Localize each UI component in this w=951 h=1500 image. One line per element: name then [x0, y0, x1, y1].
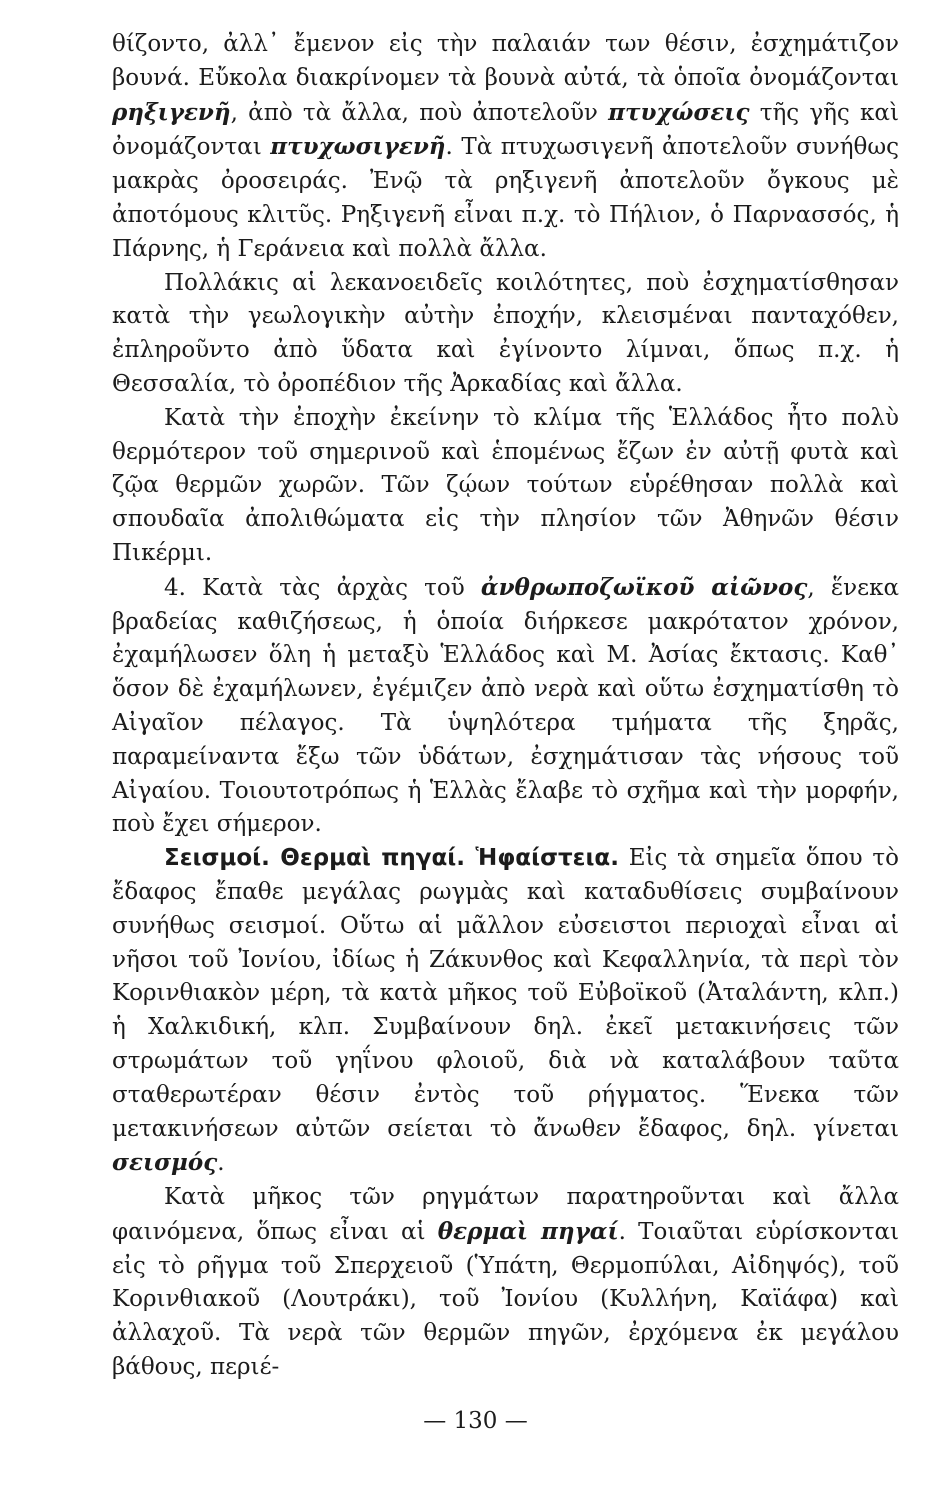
paragraph-climate: [112, 402, 899, 571]
page-body: [112, 28, 899, 1385]
paragraph-aegean: [112, 571, 899, 842]
paragraph-text: Πολλάκις αἱ λεκανοειδεῖς κοιλότητες, ποὺ ἐσχηματίσθησαν κατὰ τὴν γεωλογικὴν αὐτὴν ἐποχήν, κλεισμέναι πανταχόθεν, ἐπληροῦντο ἀπὸ ὕδατα καὶ ἐγίνοντο λίμναι, ὅπως π.χ. ἡ Θεσσαλία, τὸ ὀροπέδιον τῆς Ἀρκαδίας καὶ ἄλλα.: [112, 269, 899, 397]
term-seismos: σεισμός: [112, 1149, 218, 1177]
paragraph-text: 4. Κατὰ τὰς ἀρχὰς τοῦ: [164, 574, 481, 601]
paragraph-text: θίζοντο, ἀλλ᾿ ἔμενον εἰς τὴν παλαιάν των θέσιν, ἐσχημάτιζον βουνά. Εὔκολα διακρίνομεν τὰ βουνὰ αὐτά, τὰ ὁποῖα ὀνομάζονται: [112, 31, 899, 91]
term-ptyxoseis: πτυχώσεις: [608, 98, 750, 126]
paragraph-text: .: [217, 1150, 225, 1177]
term-rixigeni: ρηξιγενῆ: [112, 98, 231, 126]
paragraph-hot-springs: [112, 1181, 899, 1385]
paragraph-text: . Τοιαῦται εὑρίσκονται εἰς τὸ ρῆγμα τοῦ Σπερχειοῦ (Ὑπάτη, Θερμοπύλαι, Αἰδηψός), τοῦ Κορινθιακοῦ (Λουτράκι), τοῦ Ἰονίου (Κυλλήνη, Καϊάφα) καὶ ἀλλαχοῦ. Τὰ νερὰ τῶν θερμῶν πηγῶν, ἐρχόμενα ἐκ μεγάλου βάθους, περιέ-: [112, 1218, 899, 1381]
paragraph-text: τῆς γῆς καὶ ὀνομάζονται: [112, 99, 899, 161]
paragraph-earthquakes: [112, 842, 899, 1181]
term-ptyxosigeni: πτυχωσιγενῆ: [270, 133, 446, 161]
paragraph-lakes: [112, 267, 899, 402]
section-heading: Σεισμοί. Θερμαὶ πηγαί. Ἡφαίστεια.: [164, 845, 619, 872]
page-number: — 130 —: [423, 1408, 528, 1434]
term-thermal-springs: θερμαὶ πηγαί: [437, 1217, 619, 1245]
paragraph-text: , ἕνεκα βραδείας καθιζήσεως, ἡ ὁποία διήρκεσε μακρότατον χρόνον, ἐχαμήλωσεν ὅλη ἡ μεταξὺ Ἑλλάδος καὶ Μ. Ἀσίας ἔκτασις. Καθ᾿ ὅσον δὲ ἐχαμήλωνεν, ἐγέμιζεν ἀπὸ νερὰ καὶ οὕτω ἐσχηματίσθη τὸ Αἰγαῖον πέλαγος. Τὰ ὑψηλότερα τμήματα τῆς ξηρᾶς, παραμείναντα ἔξω τῶν ὑδάτων, ἐσχημάτισαν τὰς νήσους τοῦ Αἰγαίου. Τοιουτοτρόπως ἡ Ἑλλὰς ἔλαβε τὸ σχῆμα καὶ τὴν μορφήν, ποὺ ἔχει σήμερον.: [112, 574, 899, 838]
paragraph-text: Κατὰ μῆκος τῶν ρηγμάτων παρατηροῦνται καὶ ἄλλα φαινόμενα, ὅπως εἶναι αἱ: [112, 1184, 899, 1245]
paragraph-text: Εἰς τὰ σημεῖα ὅπου τὸ ἔδαφος ἔπαθε μεγάλας ρωγμὰς καὶ καταδυθίσεις συμβαίνουν συνήθως σεισμοί. Οὕτω αἱ μᾶλλον εὐσειστοι περιοχαὶ εἶναι αἱ νῆσοι τοῦ Ἰονίου, ἰδίως ἡ Ζάκυνθος καὶ Κεφαλληνία, τὰ περὶ τὸν Κορινθιακὸν μέρη, τὰ κατὰ μῆκος τοῦ Εὐβοϊκοῦ (Ἀταλάντη, κλπ.) ἡ Χαλκιδική, κλπ. Συμβαίνουν δηλ. ἐκεῖ μετακινήσεις τῶν στρωμάτων τοῦ γηΐνου φλοιοῦ, διὰ νὰ καταλάβουν ταῦτα σταθερωτέραν θέσιν ἐντὸς τοῦ ρήγματος. Ἕνεκα τῶν μετακινήσεων αὐτῶν σείεται τὸ ἄνωθεν ἔδαφος, δηλ. γίνεται: [112, 845, 899, 1142]
paragraph-text: , ἀπὸ τὰ ἄλλα, ποὺ ἀποτελοῦν: [230, 99, 609, 126]
paragraph-text: . Τὰ πτυχωσιγενῆ ἀποτελοῦν συνήθως μακρὰς ὀροσειράς. Ἐνῷ τὰ ρηξιγενῆ ἀποτελοῦν ὄγκους μὲ ἀποτόμους κλιτῦς. Ρηξιγενῆ εἶναι π.χ. τὸ Πήλιον, ὁ Παρνασσός, ἡ Πάρνης, ἡ Γεράνεια καὶ πολλὰ ἄλλα.: [112, 134, 899, 262]
term-era: ἀνθρωποζωϊκοῦ αἰῶνος: [480, 573, 808, 601]
paragraph-text: Κατὰ τὴν ἐποχὴν ἐκείνην τὸ κλίμα τῆς Ἑλλάδος ἦτο πολὺ θερμότερον τοῦ σημερινοῦ καὶ ἑπομένως ἔζων ἐν αὐτῇ φυτὰ καὶ ζῷα θερμῶν χωρῶν. Τῶν ζῴων τούτων εὑρέθησαν πολλὰ καὶ σπουδαῖα ἀπολιθώματα εἰς τὴν πλησίον τῶν Ἀθηνῶν θέσιν Πικέρμι.: [112, 404, 899, 566]
paragraph-mountains: [112, 28, 899, 267]
